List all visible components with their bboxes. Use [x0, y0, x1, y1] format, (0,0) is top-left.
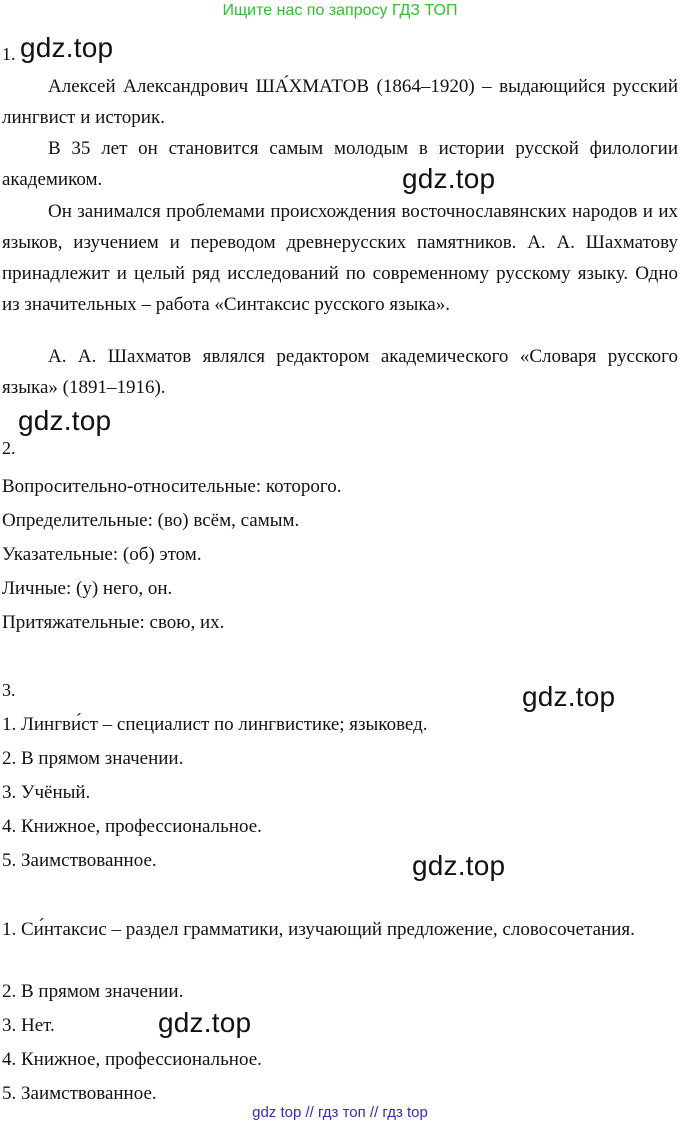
watermark: gdz.top	[158, 1007, 252, 1038]
paragraph: В 35 лет он становится самым молодым в истории русской филологии академиком.	[2, 138, 678, 190]
list-item: 3. Учёный.	[2, 782, 91, 803]
paragraph: А. А. Шахматов являлся редактором академического «Словаря русского языка» (1891–1916).	[2, 346, 678, 398]
list-item: 4. Книжное, профессиональное.	[2, 816, 262, 837]
list-item: Указательные: (об) этом.	[2, 544, 202, 565]
footer-links[interactable]: gdz top // гдз топ // гдз top	[252, 1104, 428, 1121]
section-number: 1.	[2, 44, 16, 64]
list-item: 5. Заимствованное.	[2, 1083, 157, 1104]
watermark: gdz.top	[522, 681, 616, 712]
section-number: 3.	[2, 680, 16, 700]
list-item: 2. В прямом значении.	[2, 748, 184, 769]
list-item: 2. В прямом значении.	[2, 981, 184, 1002]
list-item: 3. Нет.	[2, 1015, 55, 1036]
list-item: 5. Заимствованное.	[2, 850, 157, 871]
section-number: 2.	[2, 438, 16, 458]
watermark: gdz.top	[412, 850, 506, 881]
paragraph: Он занимался проблемами происхождения восточнославянских народов и их языков, изучением и переводом древнерусских памятников. А. А. Шахматову принадлежит и целый ряд исследований по современному русскому языку. Одно из значительных – работа «Синтаксис русского языка».	[2, 201, 678, 315]
list-item: Притяжательные: свою, их.	[2, 612, 225, 633]
list-item: Определительные: (во) всём, самым.	[2, 510, 300, 531]
paragraph: Алексей Александрович ША́ХМАТОВ (1864–1920) – выдающийся русский лингвист и историк.	[2, 76, 678, 128]
list-item: 4. Книжное, профессиональное.	[2, 1049, 262, 1070]
search-banner[interactable]: Ищите нас по запросу ГДЗ ТОП	[222, 2, 458, 19]
watermark: gdz.top	[18, 405, 112, 436]
list-item: Личные: (у) него, он.	[2, 578, 173, 599]
paragraph: 1. Си́нтаксис – раздел грамматики, изучающий предложение, словосочетания.	[2, 919, 635, 940]
list-item: Вопросительно-относительные: которого.	[2, 476, 342, 497]
watermark: gdz.top	[20, 32, 114, 63]
watermark: gdz.top	[402, 163, 496, 194]
list-item: 1. Лингви́ст – специалист по лингвистике; языковед.	[2, 714, 428, 735]
